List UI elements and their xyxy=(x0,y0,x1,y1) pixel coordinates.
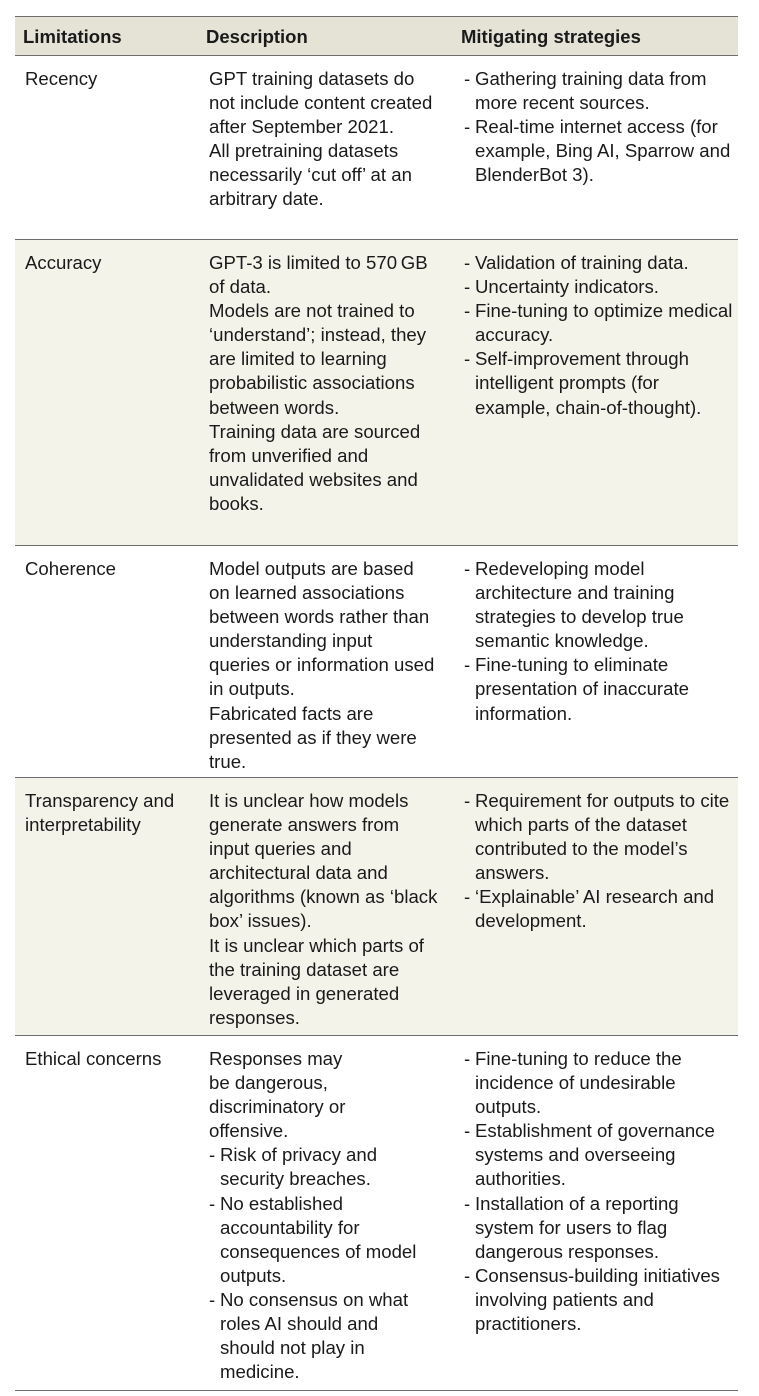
description-cell xyxy=(209,251,451,516)
description-line: Fabricated facts are presented as if they were true. xyxy=(209,702,417,772)
limitation-cell: Ethical concerns xyxy=(25,1048,162,1069)
description-line: Model outputs are based on learned associations between words rather than understanding input queries or information used in outputs. xyxy=(209,558,435,700)
strategy-item: - Fine-tuning to eliminate presentation of inaccurate information. xyxy=(464,653,738,725)
strategy-item: - Requirement for outputs to cite which parts of the dataset contributed to the model’s answers. xyxy=(464,789,738,885)
table-row xyxy=(15,56,738,240)
header-description: Description xyxy=(206,26,308,47)
description-cell xyxy=(209,1047,451,1384)
strategy-item: - Establishment of governance systems and overseeing authorities. xyxy=(464,1119,738,1191)
description-bullet: - Risk of privacy and security breaches. xyxy=(209,1143,438,1191)
strategy-item: - Gathering training data from more recent sources. xyxy=(464,67,738,115)
description-line: Training data are sourced from unverified and unvalidated websites and books. xyxy=(209,420,421,514)
table-row xyxy=(15,240,738,546)
limitations-table xyxy=(15,16,738,1391)
description-line: Models are not trained to ‘understand’; instead, they are limited to learning probabilistic associations between words. xyxy=(209,300,427,418)
strategy-item: - Fine-tuning to reduce the incidence of undesirable outputs. xyxy=(464,1047,738,1119)
description-cell xyxy=(209,557,451,774)
limitation-cell: Coherence xyxy=(25,558,116,579)
strategy-item: - Redeveloping model architecture and training strategies to develop true semantic knowledge. xyxy=(464,557,738,653)
description-line: GPT training datasets do not include content created after September 2021. xyxy=(209,68,433,138)
strategies-cell xyxy=(464,557,738,726)
strategy-item: - Validation of training data. xyxy=(464,251,738,275)
strategy-item: - Real-time internet access (for example, Bing AI, Sparrow and BlenderBot 3). xyxy=(464,115,738,187)
limitation-cell: Recency xyxy=(25,68,98,89)
table-row xyxy=(15,546,738,778)
strategies-cell xyxy=(464,67,738,187)
table-row xyxy=(15,1036,738,1391)
strategy-item: - Installation of a reporting system for users to flag dangerous responses. xyxy=(464,1192,738,1264)
limitation-cell: Transparency and interpretability xyxy=(25,790,175,836)
strategy-item: - Uncertainty indicators. xyxy=(464,275,738,299)
strategies-cell xyxy=(464,1047,738,1336)
limitation-cell: Accuracy xyxy=(25,252,102,273)
description-bullet: - No established accountability for consequences of model outputs. xyxy=(209,1192,438,1288)
description-bullet: - No consensus on what roles AI should and should not play in medicine. xyxy=(209,1288,438,1384)
description-cell xyxy=(209,789,451,1030)
table-header xyxy=(15,16,738,56)
strategies-cell xyxy=(464,789,738,934)
header-strategies: Mitigating strategies xyxy=(461,26,641,47)
strategy-item: - Fine-tuning to optimize medical accuracy. xyxy=(464,299,738,347)
description-line: Responses may be dangerous, discriminatory or offensive. xyxy=(209,1048,346,1142)
strategy-item: - Consensus-building initiatives involving patients and practitioners. xyxy=(464,1264,738,1336)
description-line: It is unclear which parts of the training dataset are leveraged in generated responses. xyxy=(209,934,424,1028)
header-limitations: Limitations xyxy=(23,26,122,47)
strategies-cell xyxy=(464,251,738,420)
strategy-item: - Self-improvement through intelligent prompts (for example, chain-of-thought). xyxy=(464,347,738,419)
strategy-item: - ‘Explainable’ AI research and development. xyxy=(464,885,738,933)
description-cell xyxy=(209,67,451,212)
description-line: GPT-3 is limited to 570 GB of data. xyxy=(209,252,428,298)
table-row xyxy=(15,778,738,1036)
description-line: It is unclear how models generate answers from input queries and architectural data and algorithms (known as ‘black box’ issues). xyxy=(209,790,438,932)
description-line: All pretraining datasets necessarily ‘cut off’ at an arbitrary date. xyxy=(209,140,412,210)
